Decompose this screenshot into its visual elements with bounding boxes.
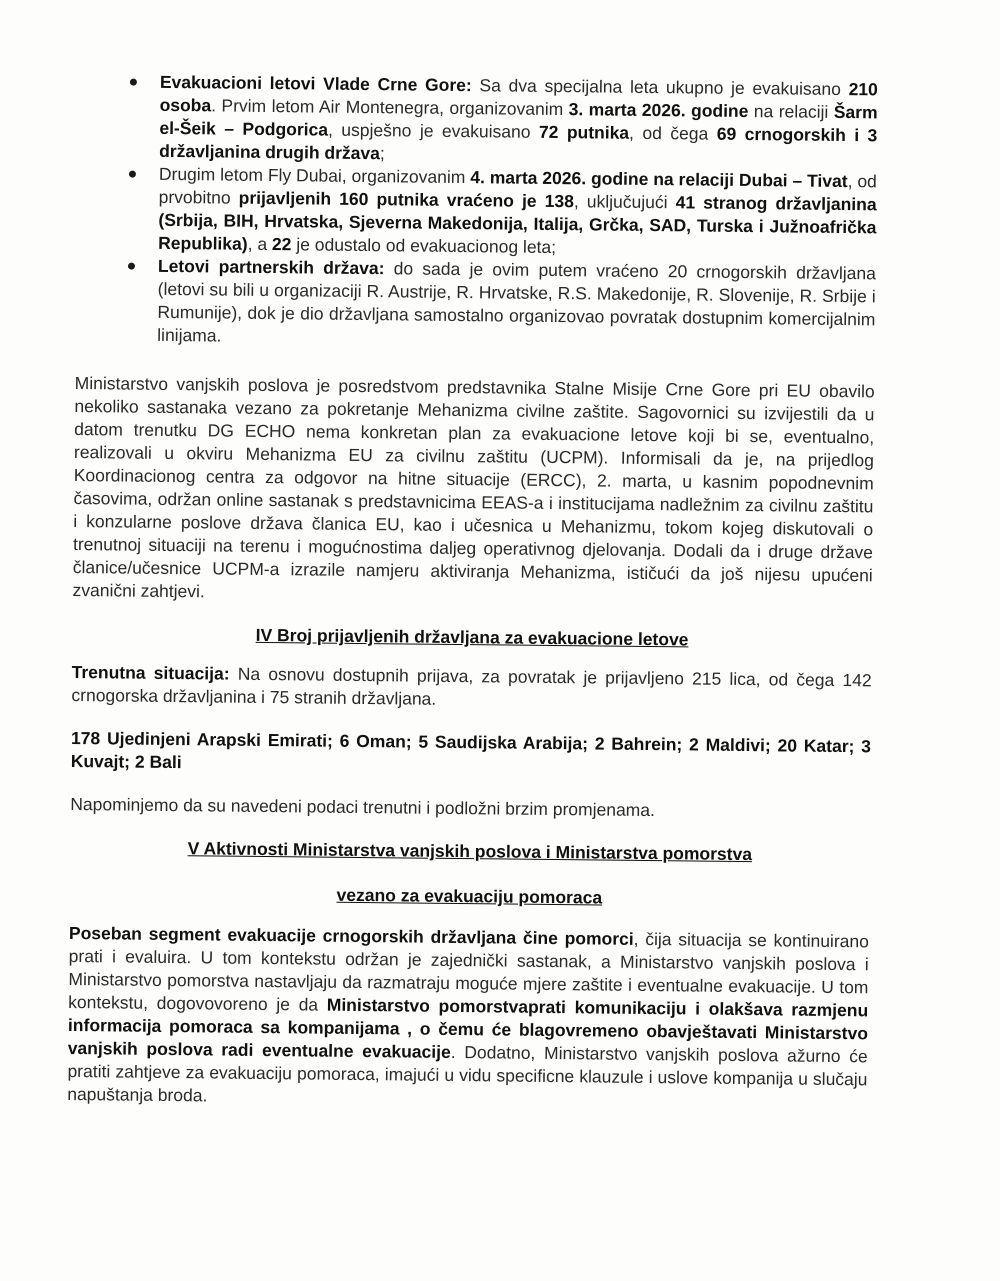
list-item: Drugim letom Fly Dubai, organizovanim 4. marta 2026. godine na relaciji Dubai – Tivat, od prvobitno prijavljenih 160 putnika vraćeno je 138, uključujući 41 stranog državljanina (Srbija, BIH, Hrvatska, Sjeverna Makedonija, Italija, Grčka, SAD, Turska i Južnoafrička Republika), a 22 je odustalo od evakuacionog leta; (158, 163, 877, 263)
section-4-heading: IV Broj prijavljenih državljana za evakuacione letove (255, 624, 689, 650)
evacuation-flights-list (75, 70, 878, 354)
countries-list: 178 Ujedinjeni Arapski Emirati; 6 Oman; 5 Saudijska Arabija; 2 Bahrein; 2 Maldivi; 20 Katar; 3 Kuvajt; 2 Bali (70, 727, 872, 773)
section-5-heading-line2: vezano za evakuaciju pomoraca (336, 884, 603, 908)
note-paragraph: Napominjemo da su navedeni podaci trenutni i podložni brzim promjenama. (70, 793, 656, 821)
section-5-heading-line1: V Aktivnosti Ministarstva vanjskih poslova i Ministarstva pomorstva (187, 838, 753, 865)
list-item: Evakuacioni letovi Vlade Crne Gore: Sa dva specijalna leta ukupno je evakuisano 210 osoba. Prvim letom Air Montenegra, organizovanim 3. marta 2026. godine na relaciji Šarm el-Šeik – Podgorica, uspješno je evakuisano 72 putnika, od čega 69 crnogorskih i 3 državljanina drugih država; (159, 71, 878, 171)
current-situation-paragraph: Trenutna situacija: Na osnovu dostupnih prijava, za povratak je prijavljeno 215 lica, od čega 142 crnogorska državljanina i 75 stranih državljana. (71, 661, 872, 709)
seafarers-paragraph: Poseban segment evakuacije crnogorskih državljana čine pomorci, čija situacija se kontinuirano prati i evaluira. U tom kontekstu održan je zajednički sastanak, a Ministarstvo vanjskih poslova i Ministarstvo pomorstva nastavljaju da razmatraju moguće mjere zaštite i eventualne evakuacije. U tom kontekstu, dogovovoreno je da Ministarstvo pomorstvaprati komunikaciju i olakšava razmjenu informacija pomoraca sa kompanijama , o čemu će blagovremeno obavještavati Ministarstvo vanjskih poslova radi eventualne evakuacije. Dodatno, Ministarstvo vanjskih poslova ažurno će pratiti zahtjeve za evakuaciju pomoraca, imajući u vidu specificne klauzule i uslove kompanija u slučaju napuštanja broda. (67, 922, 870, 1106)
list-item: Letovi partnerskih država: do sada je ovim putem vraćeno 20 crnogorskih državljana (letovi su bili u organizaciji R. Austrije, R. Hrvatske, R.S. Makedonije, R. Slovenije, R. Srbije i Rumunije), dok je dio državljana samostalno organizovao povratak dostupnim komercijalnim linijama. (157, 255, 876, 355)
mvp-paragraph: Ministarstvo vanjskih poslova je posredstvom predstavnika Stalne Misije Crne Gore pri EU obavilo nekoliko sastanaka vezano za pokretanje Mehanizma civilne zaštite. Sagovornici su izvijestili da u datom trenutku DG ECHO nema konkretan plan za evakuacione letove koji bi se, eventualno, realizovali u okviru Mehanizma EU za civilnu zaštitu (UCPM). Informisali da je, na prijedlog Koordinacionog centra za odgovor na hitne situacije (ERCC), 2. marta, u kasnim popodnevnim časovima, održan online sastanak s predstavnicima EEAS-a i institucijama nadležnim za civilnu zaštitu i konzularne poslove država članica EU, kao i učesnica u Mehanizmu, tokom kojeg diskutovali o trenutnoj situaciji na terenu i mogućnostima daljeg operativnog djelovanja. Dodali da i druge države članice/učesnice UCPM-a izrazile namjeru aktiviranja Mehanizma, ističući da još nijesu upućeni zvanični zahtjevi. (72, 372, 875, 602)
document-body (67, 70, 878, 1114)
